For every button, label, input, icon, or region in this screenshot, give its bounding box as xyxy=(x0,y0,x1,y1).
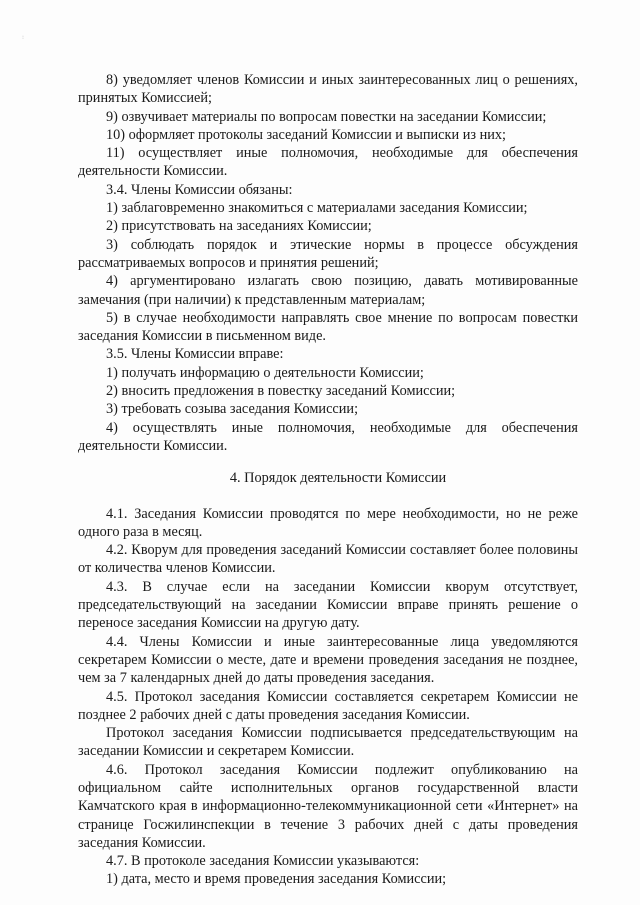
paragraph-4-7: 4.7. В протоколе заседания Комиссии указываются: xyxy=(106,853,420,870)
paragraph-3-5-item-2: 2) вносить предложения в повестку заседаний Комиссии; xyxy=(106,383,456,400)
paragraph-3-5: 3.5. Члены Комиссии вправе: xyxy=(106,346,284,363)
paragraph-3-4-item-5: 5) в случае необходимости направлять свое мнение по вопросам повестки заседания Комиссии в письменном виде. xyxy=(78,309,578,345)
paragraph-3-4-item-1: 1) заблаговременно знакомиться с материалами заседания Комиссии; xyxy=(106,200,528,217)
paragraph-4-6: 4.6. Протокол заседания Комиссии подлежит опубликованию на официальном сайте исполнительных органов государственной власти Камчатского края в информационно-телекоммуникационной сети «Интернет» на странице Госжилинспекции в течение 3 рабочих дней с даты проведения заседания Комиссии. xyxy=(78,761,578,851)
paragraph-4-4: 4.4. Члены Комиссии и иные заинтересованные лица уведомляются секретарем Комиссии о месте, дате и времени проведения заседания не позднее, чем за 7 календарных дней до даты проведения заседания. xyxy=(78,633,578,687)
paragraph-item-8: 8) уведомляет членов Комиссии и иных заинтересованных лиц о решениях, принятых Комиссией; xyxy=(78,72,578,107)
document-body xyxy=(78,71,578,889)
paragraph-3-5-item-4: 4) осуществлять иные полномочия, необходимые для обеспечения деятельности Комиссии. xyxy=(78,419,578,454)
paragraph-item-9: 9) озвучивает материалы по вопросам повестки на заседании Комиссии; xyxy=(106,108,547,125)
paragraph-4-5-signature: Протокол заседания Комиссии подписывается председательствующим на заседании Комиссии и секретарем Комиссии. xyxy=(78,725,578,760)
paragraph-3-5-item-3: 3) требовать созыва заседания Комиссии; xyxy=(106,401,359,418)
scan-speck: · · xyxy=(22,34,30,42)
section-4-heading: 4. Порядок деятельности Комиссии xyxy=(229,470,447,487)
paragraph-3-4-item-2: 2) присутствовать на заседаниях Комиссии; xyxy=(106,218,372,235)
paragraph-3-4-item-4: 4) аргументировано излагать свою позицию, давать мотивированные замечания (при наличии) к представленным материалам; xyxy=(78,273,578,308)
paragraph-4-2: 4.2. Кворум для проведения заседаний Комиссии составляет более половины от количества членов Комиссии. xyxy=(78,542,578,577)
paragraph-3-4-item-3: 3) соблюдать порядок и этические нормы в процессе обсуждения рассматриваемых вопросов и принятия решений; xyxy=(78,236,578,271)
paragraph-3-5-item-1: 1) получать информацию о деятельности Комиссии; xyxy=(106,364,424,381)
paragraph-4-1: 4.1. Заседания Комиссии проводятся по мере необходимости, но не реже одного раза в месяц. xyxy=(78,505,578,540)
paragraph-3-4: 3.4. Члены Комиссии обязаны: xyxy=(106,181,293,198)
paragraph-4-5: 4.5. Протокол заседания Комиссии составляется секретарем Комиссии не позднее 2 рабочих дней с даты проведения заседания Комиссии. xyxy=(78,688,578,723)
paragraph-4-3: 4.3. В случае если на заседании Комиссии кворум отсутствует, председательствующий на заседании Комиссии вправе принять решение о переносе заседания Комиссии на другую дату. xyxy=(78,578,578,632)
paragraph-4-7-item-1: 1) дата, место и время проведения заседания Комиссии; xyxy=(106,871,447,888)
paragraph-item-11: 11) осуществляет иные полномочия, необходимые для обеспечения деятельности Комиссии. xyxy=(78,145,578,180)
paragraph-item-10: 10) оформляет протоколы заседаний Комиссии и выписки из них; xyxy=(106,126,506,143)
